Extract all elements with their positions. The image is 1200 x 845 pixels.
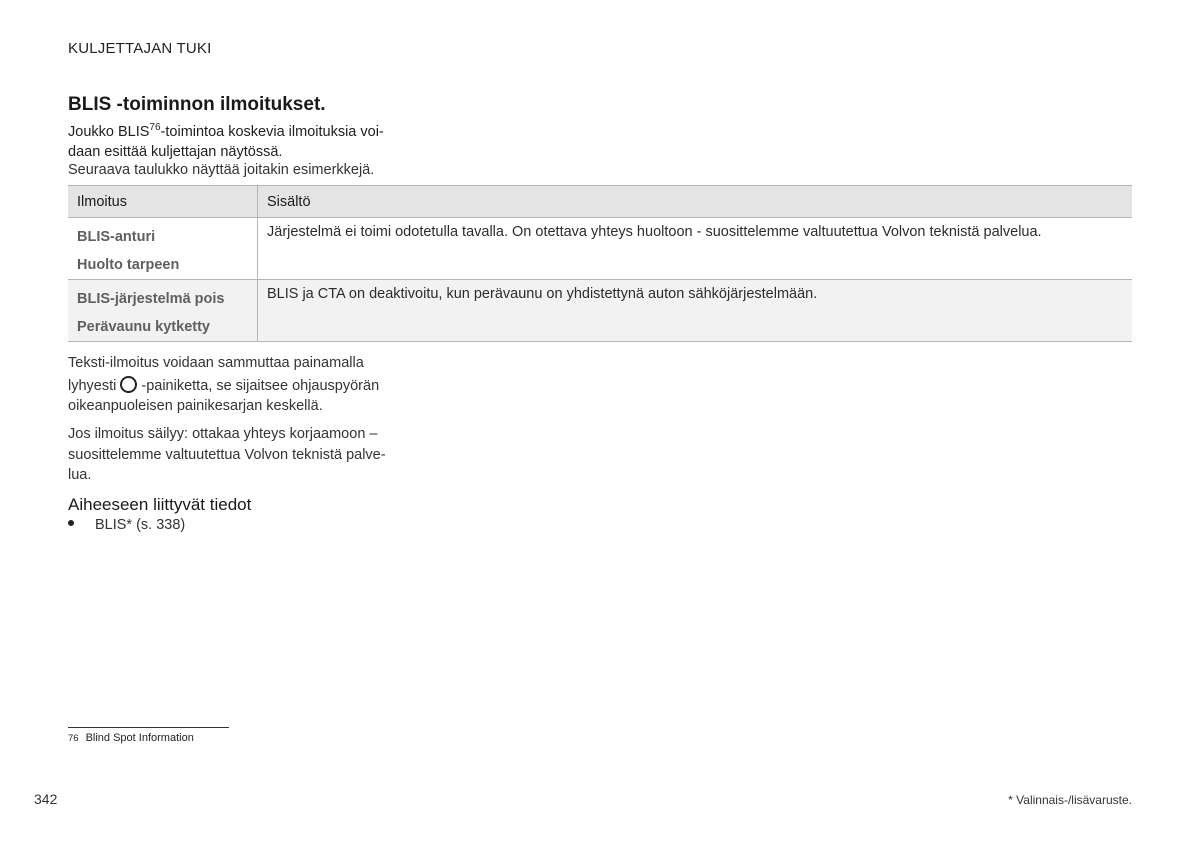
message-line-1: BLIS-järjestelmä pois: [77, 291, 225, 307]
page-number: 342: [34, 791, 58, 807]
intro-paragraph: [68, 122, 408, 162]
footnote-divider: [68, 727, 229, 728]
related-info-list: [68, 517, 185, 533]
page-title: BLIS -toiminnon ilmoitukset.: [68, 94, 326, 115]
table-row: [68, 280, 1132, 342]
text-before-icon: lyhyesti: [68, 377, 117, 394]
footnote: [68, 732, 194, 744]
intro-text-start: Joukko BLIS: [68, 124, 150, 140]
content-cell: Järjestelmä ei toimi odotetulla tavalla. On otettava yhteys huoltoon - suosittelemme valtuutettua Volvon teknistä palvelua.: [258, 218, 1133, 280]
table-header-row: [68, 186, 1132, 218]
messages-table: [68, 185, 1132, 342]
table-row: [68, 218, 1132, 280]
table-caption: Seuraava taulukko näyttää joitakin esimerkkejä.: [68, 162, 375, 178]
optional-equipment-note: * Valinnais-/lisävaruste.: [1008, 793, 1132, 807]
column-header-message: Ilmoitus: [68, 186, 258, 218]
footnote-number: 76: [68, 733, 79, 744]
section-header: KULJETTAJAN TUKI: [68, 40, 212, 57]
message-line-2: Perävaunu kytketty: [77, 319, 210, 335]
paragraph-line-1: Teksti-ilmoitus voidaan sammuttaa painamalla: [68, 355, 364, 371]
paragraph-dismiss-message: [68, 353, 408, 417]
footnote-text: Blind Spot Information: [85, 732, 194, 744]
related-info-title: Aiheeseen liittyvät tiedot: [68, 495, 252, 514]
paragraph-line-2: [68, 376, 408, 417]
content-cell: BLIS ja CTA on deaktivoitu, kun perävaunu on yhdistettynä auton sähköjärjestelmään.: [258, 280, 1133, 342]
message-cell: [68, 218, 258, 280]
column-header-content: Sisältö: [258, 186, 1133, 218]
message-cell: [68, 280, 258, 342]
paragraph-contact-workshop: Jos ilmoitus säilyy: ottakaa yhteys korjaamoon – suosittelemme valtuutettua Volvon teknistä palve- lua.: [68, 426, 386, 483]
list-item[interactable]: [68, 517, 185, 533]
text-after-icon: -painiketta, se sijaitsee ohjauspyörän oikeanpuoleisen painikesarjan keskellä.: [68, 377, 380, 414]
footnote-reference[interactable]: 76: [149, 122, 161, 133]
circle-button-icon: [120, 376, 137, 393]
message-line-1: BLIS-anturi: [77, 229, 156, 245]
message-line-2: Huolto tarpeen: [77, 257, 180, 273]
intro-text-end: -toimintoa koskevia ilmoituksia voi- daan esittää kuljettajan näytössä.: [68, 124, 384, 160]
bullet-icon: [68, 520, 74, 526]
related-link[interactable]: BLIS* (s. 338): [95, 517, 186, 533]
